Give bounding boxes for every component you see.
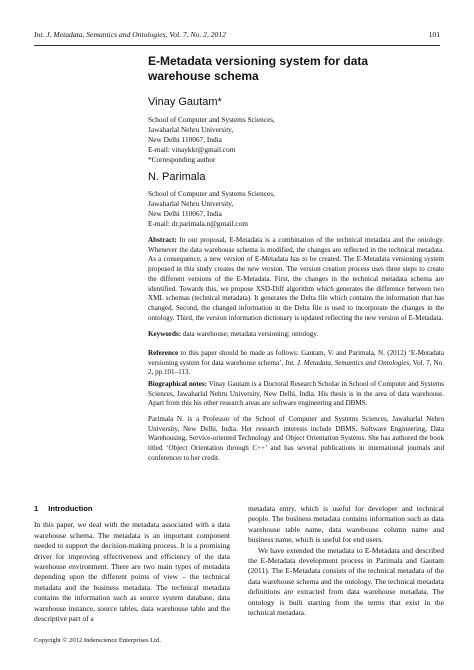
biographical-text-2: Parimala N. is a Professor of the School of Computer and Systems Sciences, Jawaharlal Nehru University, New Delhi, India. Her research interests include DBMS, Software Engineering, Data Warehousing, Service-oriented Technology and Object Orientation Systems. She has authored the book titled ‘Object Orientation through C++’ and has several publications in international journals and conferences to her credit. bbox=[148, 415, 444, 462]
author-affiliation-2 bbox=[148, 189, 275, 229]
section-heading bbox=[34, 504, 230, 514]
section-number: 1 bbox=[34, 504, 39, 513]
biographical-note-2 bbox=[148, 415, 444, 464]
biographical-text-1: Vinay Gautam is a Doctoral Research Scholar in School of Computer and Systems Sciences, Jawaharlal Nehru University, New Delhi, India. His thesis is in the area of data warehouse. Apart from this his other research areas are software engineering and DBMS. bbox=[148, 380, 444, 408]
reference-label: Reference bbox=[148, 349, 179, 357]
affiliation-line: Jawaharlal Nehru University, bbox=[148, 199, 234, 209]
keywords-text: data warehouse; metadata versioning; ontology. bbox=[182, 330, 319, 338]
journal-citation: Int. J. Metadata, Semantics and Ontologies, Vol. 7, No. 2, 2012 bbox=[34, 30, 226, 39]
section-title: Introduction bbox=[48, 504, 93, 513]
affiliation-line: School of Computer and Systems Sciences, bbox=[148, 115, 275, 124]
author-email[interactable]: E-mail: dr.parimala.n@gmail.com bbox=[148, 219, 248, 229]
reference-journal: Int. J. Metadata, Semantics and Ontologies, bbox=[285, 358, 411, 367]
header-rule bbox=[34, 45, 440, 46]
reference bbox=[148, 349, 444, 378]
keywords-label: Keywords: bbox=[148, 330, 182, 338]
abstract bbox=[148, 236, 444, 323]
corresponding-note: *Corresponding author bbox=[148, 155, 216, 165]
paper-title: E-Metadata versioning system for data warehouse schema bbox=[148, 54, 369, 83]
copyright-footer: Copyright © 2012 Inderscience Enterprises Ltd. bbox=[34, 637, 161, 644]
intro-paragraph-1: In this paper, we deal with the metadata associated with a data warehouse schema. The metadata is an important component needed to support the decision-making process. It is a promising driver for improving effectiveness and efficiency of the data warehouse environment. There are two main types of metadata depending upon the different points of view – the technical metadata and the business metadata. The technical metadata contains the information such as source system database, data warehouse instance, source tables, data warehouse table and the descriptive part of a bbox=[34, 520, 230, 624]
author-affiliation-1 bbox=[148, 115, 275, 165]
body-column-left bbox=[34, 504, 230, 624]
abstract-label: Abstract: bbox=[148, 236, 177, 244]
abstract-text: In our proposal, E-Metadata is a combination of the technical metadata and the ontology. Whenever the data warehouse schema is modified, the changes are reflected in the technical metadata. As a consequence, a new version of E-Metadata has to be created. The E-Metadata versioning system proposed in this study creates the new version. The version creation process uses three steps to create the different versions of the E-Metadata. First, the changes in the technical metadata schema are identified. Towards this, we propose XSD-Diff algorithm which generates the difference between two XML schemas (technical metadata). It generates the Delta file which contains the information that has changed. Second, the changed information in the Delta file is used to incorporate the changes in the ontology. Third, the version information dictionary is updated reflecting the new version of E-Metadata. bbox=[148, 236, 444, 322]
running-header bbox=[34, 30, 440, 44]
affiliation-line: New Delhi 110067, India bbox=[148, 135, 222, 145]
affiliation-line: School of Computer and Systems Sciences, bbox=[148, 189, 275, 198]
author-email[interactable]: E-mail: vinaykkr@gmail.com bbox=[148, 145, 236, 155]
intro-paragraph-2: We have extended the metadata to E-Metadata and described the E-Metadata development process in Parimala and Gautam (2011). The E-Metadata consists of the technical metadata of the data warehouse schema and the ontology. The technical metadata definitions are extracted from data warehouse metadata. The ontology is built starting from the terms that exist in the technical metadata. bbox=[248, 545, 444, 618]
reference-volume: Vol. 7, No. 2, pp.101–113. bbox=[148, 358, 444, 377]
author-name-1: Vinay Gautam* bbox=[148, 96, 222, 108]
biographical-label: Biographical notes: bbox=[148, 380, 207, 388]
intro-paragraph-1-continued: metadata entry, which is useful for developer and technical people. The business metadata contains information such as data warehouse table name, data warehouse column name and business name, which is useful for end users. bbox=[248, 504, 444, 545]
reference-text: to this paper should be made as follows: Gautam, V. and Parimala, N. (2012) ‘E-Metadata versioning system for data warehouse schema’, bbox=[148, 349, 444, 367]
page-number: 101 bbox=[428, 30, 440, 39]
affiliation-line: Jawaharlal Nehru University, bbox=[148, 125, 234, 135]
biographical-note-1 bbox=[148, 380, 444, 409]
author-name-2: N. Parimala bbox=[148, 171, 206, 183]
keywords bbox=[148, 330, 444, 340]
affiliation-line: New Delhi 110067, India bbox=[148, 209, 222, 219]
body-column-right bbox=[248, 504, 444, 618]
